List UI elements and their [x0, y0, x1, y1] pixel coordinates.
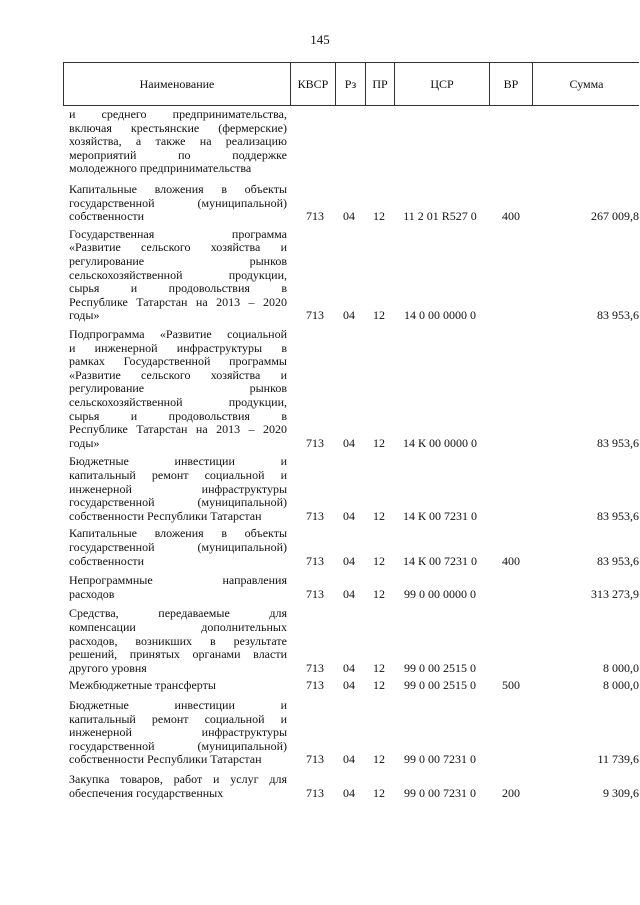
kvsr-value: 713: [306, 553, 324, 568]
row-name-line: Подпрограмма «Развитие социальной: [69, 327, 287, 341]
rz-value: 04: [343, 586, 355, 601]
row-name-line: рамках Государственной программы: [69, 354, 287, 369]
row-name-line: расходов, возникших в результате: [69, 633, 287, 648]
rz-value: 04: [343, 308, 355, 323]
row-name-line: годы»: [69, 308, 100, 323]
sum-value: 8 000,0: [603, 678, 639, 693]
pr-value: 12: [373, 508, 385, 523]
budget-table: [63, 62, 639, 800]
table-row: [63, 699, 639, 767]
row-name: [69, 183, 287, 224]
rz-value: 04: [343, 435, 355, 450]
row-name-line: включая крестьянские (фермерские): [69, 120, 287, 135]
row-name: [69, 773, 287, 800]
csr-value: 14 0 00 0000 0: [404, 308, 476, 323]
table-row: [63, 108, 639, 176]
table-row: [63, 183, 639, 224]
pr-value: 12: [373, 785, 385, 800]
row-name-line: Капитальные вложения в объекты: [69, 182, 287, 196]
rz-value: 04: [343, 660, 355, 675]
header-sum: Сумма: [532, 63, 640, 105]
table-row: [63, 328, 639, 450]
sum-value: 8 000,0: [603, 660, 639, 675]
sum-value: 313 273,9: [591, 586, 639, 601]
vr-value: 400: [502, 553, 520, 568]
row-name-line: сырья и продовольствия в: [69, 281, 287, 296]
row-name-line: другого уровня: [69, 660, 147, 675]
kvsr-value: 713: [306, 586, 324, 601]
csr-value: 99 0 00 7231 0: [404, 785, 476, 800]
row-name-line: Республике Татарстан на 2013 – 2020: [69, 422, 287, 437]
row-name-line: «Развитие сельского хозяйства и: [69, 367, 287, 382]
kvsr-value: 713: [306, 678, 324, 693]
row-name-line: инженерной инфраструктуры: [69, 481, 287, 496]
row-name-line: хозяйства, а также на реализацию: [69, 134, 287, 149]
row-name-line: Бюджетные инвестиции и: [69, 698, 287, 712]
row-name: [69, 574, 287, 601]
row-name-line: Государственная программа: [69, 226, 287, 241]
pr-value: 12: [373, 209, 385, 224]
row-name-line: молодежного предпринимательства: [69, 161, 252, 176]
table-row: [63, 228, 639, 323]
row-name: [69, 527, 287, 568]
header-pr: ПР: [365, 63, 394, 105]
row-name-line: и инженерной инфраструктуры в: [69, 340, 287, 355]
row-name: [69, 455, 287, 523]
pr-value: 12: [373, 678, 385, 693]
sum-value: 83 953,6: [597, 508, 639, 523]
vr-value: 500: [502, 678, 520, 693]
row-name-line: расходов: [69, 586, 115, 601]
row-name-line: мероприятий по поддержке: [69, 147, 287, 162]
sum-value: 11 739,6: [597, 752, 639, 767]
rz-value: 04: [343, 508, 355, 523]
row-name-line: капитальный ремонт социальной и: [69, 711, 287, 726]
pr-value: 12: [373, 752, 385, 767]
table-row: [63, 527, 639, 568]
row-name-line: Бюджетные инвестиции и: [69, 454, 287, 469]
kvsr-value: 713: [306, 752, 324, 767]
row-name-line: сельскохозяйственной продукции,: [69, 394, 287, 409]
row-name-line: решений, принятых органами власти: [69, 647, 287, 662]
page-number: 145: [310, 32, 330, 47]
row-name: [69, 328, 287, 450]
header-vr: ВР: [489, 63, 532, 105]
row-name-line: Закупка товаров, работ и услуг для: [69, 772, 287, 786]
vr-value: 400: [502, 209, 520, 224]
sum-value: 83 953,6: [597, 553, 639, 568]
table-row: [63, 607, 639, 675]
row-name-line: годы»: [69, 435, 100, 450]
header-rz: Рз: [335, 63, 365, 105]
row-name-line: собственности Республики Татарстан: [69, 752, 262, 767]
kvsr-value: 713: [306, 660, 324, 675]
table-row: [63, 455, 639, 523]
pr-value: 12: [373, 586, 385, 601]
csr-value: 99 0 00 2515 0: [404, 660, 476, 675]
row-name-line: собственности: [69, 209, 145, 224]
rz-value: 04: [343, 553, 355, 568]
row-name-line: регулирование рынков: [69, 381, 287, 396]
row-name-line: собственности: [69, 553, 145, 568]
header-csr: ЦСР: [394, 63, 489, 105]
row-name-line: регулирование рынков: [69, 253, 287, 268]
csr-value: 99 0 00 7231 0: [404, 752, 476, 767]
pr-value: 12: [373, 660, 385, 675]
kvsr-value: 713: [306, 308, 324, 323]
rz-value: 04: [343, 785, 355, 800]
row-name-line: Межбюджетные трансферты: [69, 678, 216, 693]
row-name-line: инженерной инфраструктуры: [69, 725, 287, 740]
row-name-line: капитальный ремонт социальной и: [69, 467, 287, 482]
table-row: [63, 679, 639, 693]
csr-value: 14 К 00 0000 0: [402, 435, 477, 450]
row-name: [69, 679, 287, 693]
row-name-line: компенсации дополнительных: [69, 619, 287, 634]
kvsr-value: 713: [306, 508, 324, 523]
kvsr-value: 713: [306, 785, 324, 800]
csr-value: 14 К 00 7231 0: [402, 553, 477, 568]
row-name-line: «Развитие сельского хозяйства и: [69, 240, 287, 255]
row-name-line: государственной (муниципальной): [69, 738, 287, 753]
csr-value: 14 К 00 7231 0: [402, 508, 477, 523]
table-row: [63, 574, 639, 601]
row-name: [69, 699, 287, 767]
csr-value: 11 2 01 R527 0: [403, 209, 477, 224]
sum-value: 83 953,6: [597, 308, 639, 323]
rz-value: 04: [343, 678, 355, 693]
kvsr-value: 713: [306, 435, 324, 450]
row-name-line: обеспечения государственных: [69, 785, 224, 800]
sum-value: 83 953,6: [597, 435, 639, 450]
table-row: [63, 773, 639, 800]
row-name-line: Непрограммные направления: [69, 573, 287, 588]
rz-value: 04: [343, 752, 355, 767]
row-name-line: Капитальные вложения в объекты: [69, 526, 287, 541]
pr-value: 12: [373, 435, 385, 450]
sum-value: 9 309,6: [603, 785, 639, 800]
header-kvsr: КВСР: [290, 63, 335, 105]
row-name-line: Средства, передаваемые для: [69, 606, 287, 621]
row-name-line: государственной (муниципальной): [69, 539, 287, 554]
row-name-line: сырья и продовольствия в: [69, 408, 287, 423]
row-name-line: Республике Татарстан на 2013 – 2020: [69, 294, 287, 309]
table-header: [63, 62, 639, 106]
row-name-line: сельскохозяйственной продукции,: [69, 267, 287, 282]
row-name: [69, 108, 287, 176]
pr-value: 12: [373, 553, 385, 568]
rz-value: 04: [343, 209, 355, 224]
row-name-line: государственной (муниципальной): [69, 195, 287, 210]
table-body: [63, 106, 639, 800]
csr-value: 99 0 00 2515 0: [404, 678, 476, 693]
header-name: Наименование: [139, 77, 215, 91]
vr-value: 200: [502, 785, 520, 800]
row-name-line: государственной (муниципальной): [69, 495, 287, 510]
row-name-line: и среднего предпринимательства,: [69, 107, 287, 121]
kvsr-value: 713: [306, 209, 324, 224]
pr-value: 12: [373, 308, 385, 323]
sum-value: 267 009,8: [591, 209, 639, 224]
row-name: [69, 228, 287, 323]
row-name-line: собственности Республики Татарстан: [69, 508, 262, 523]
csr-value: 99 0 00 0000 0: [404, 586, 476, 601]
row-name: [69, 607, 287, 675]
